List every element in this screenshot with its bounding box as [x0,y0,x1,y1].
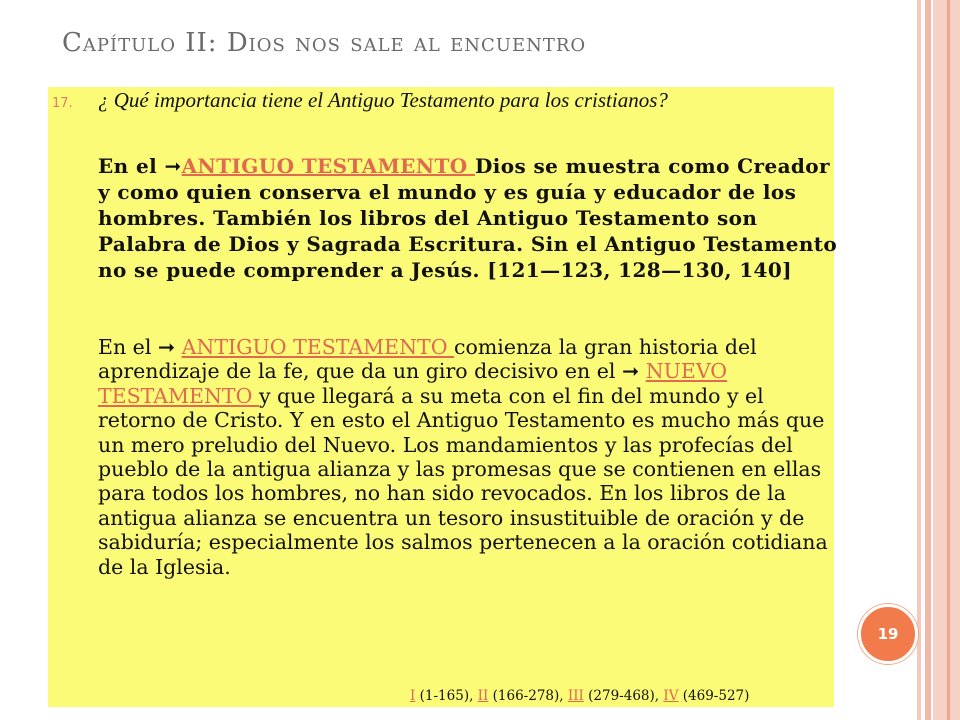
decor-stripe [947,0,950,720]
link-antiguo-testamento-2[interactable]: ANTIGUO TESTAMENTO [181,335,455,359]
body-text-1: comienza la gran historia del aprendizaje de la fe, que da un giro decisivo en el [98,335,757,384]
arrow-icon: ➞ [164,154,182,178]
link-nuevo-testamento[interactable]: NUEVO TESTAMENTO [98,359,728,408]
page-number-badge: 19 [858,604,918,664]
footer-link-iv[interactable]: IV [663,688,679,704]
slide-title: Capítulo II: Dios nos sale al encuentro [62,28,587,58]
footer-range: (469-527) [678,688,750,704]
decor-stripe [917,0,921,720]
item-number: 17. [52,96,73,111]
footer-range: (166-278), [488,688,568,704]
footer-section-links [410,688,749,704]
answer-text: Dios se muestra como Creador y como quien conserva el mundo y es guía y educador de los hombres. También los libros del Antiguo Testamento son Palabra de Dios y Sagrada Escritura. Sin el Antiguo Testamento no se puede comprender a Jesús. [121—123, 128—130, 140] [98,154,838,282]
arrow-icon: ➞ [157,335,176,359]
decor-stripe [925,0,931,720]
body-text-2: y que llegará a su meta con el fin del mundo y el retorno de Cristo. Y en esto el Antiguo Testamento es mucho más que un mero preludio del Nuevo. Los mandamientos y las profecías del pueblo de la antigua alianza y las promesas que se contienen en ellas para todos los hombres, no han sido revocados. En los libros de la antigua alianza se encuentra un tesoro insustituible de oración y de sabiduría; especialmente los salmos pertenecen a la oración cotidiana de la Iglesia. [98,383,828,579]
body-paragraph [98,335,843,579]
arrow-icon: ➞ [621,359,640,384]
footer-range: (1-165), [415,688,478,704]
answer-prefix: En el [98,154,165,178]
footer-range: (279-468), [583,688,664,704]
footer-link-iii[interactable]: III [567,688,584,704]
body-prefix: En el [98,335,158,359]
question-text: ¿ Qué importancia tiene el Antiguo Testamento para los cristianos? [98,88,668,112]
link-antiguo-testamento[interactable]: ANTIGUO TESTAMENTO [181,154,475,178]
footer-link-ii[interactable]: II [477,688,489,704]
answer-paragraph [98,153,838,283]
footer-link-i[interactable]: I [410,688,416,704]
